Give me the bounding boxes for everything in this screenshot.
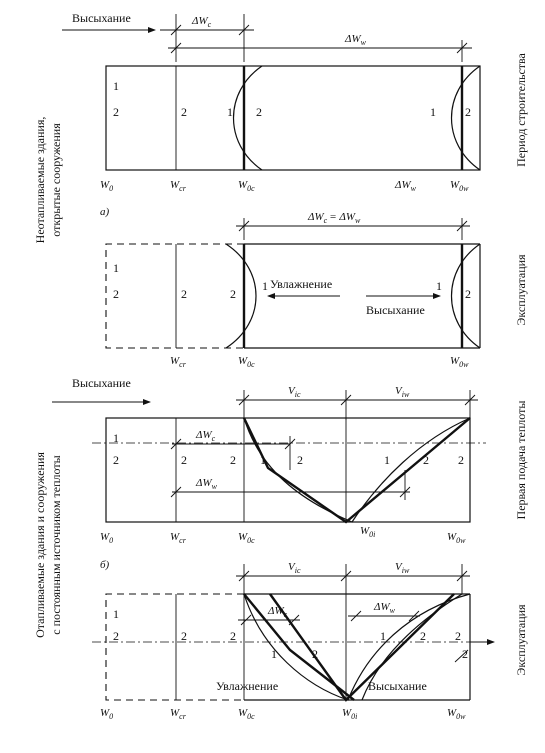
svg-text:2: 2 bbox=[181, 105, 187, 119]
svg-text:1: 1 bbox=[227, 105, 233, 119]
side-label-first-heat-supply: Первая подача теплоты bbox=[514, 400, 528, 520]
svg-text:W0c: $W_{0c}$ bbox=[238, 355, 255, 369]
side-label-operation-b: Эксплуатация bbox=[514, 604, 528, 676]
svg-text:2: 2 bbox=[113, 629, 119, 643]
svg-text:W0w: $W_{0w}$ bbox=[447, 707, 466, 721]
part-b-label: б) bbox=[100, 559, 110, 571]
side-label-unheated-1: Неотапливаемые здания, bbox=[33, 116, 47, 244]
side-label-construction-period: Период строительства bbox=[514, 53, 528, 167]
svg-text:1: 1 bbox=[384, 453, 390, 467]
side-label-unheated-2: открытые сооружения bbox=[49, 123, 63, 237]
svg-text:W0: $W_0$ bbox=[100, 707, 114, 721]
svg-text:1: 1 bbox=[113, 79, 119, 93]
svg-text:Vic: $V_{ic}$ bbox=[288, 561, 301, 575]
svg-text:1: 1 bbox=[436, 279, 442, 293]
svg-text:2: 2 bbox=[256, 105, 262, 119]
drying-label-a: Высыхание bbox=[366, 303, 425, 317]
svg-text:2: 2 bbox=[423, 453, 429, 467]
svg-text:W0c: $W_{0c}$ bbox=[238, 179, 255, 193]
drying-label-top: Высыхание bbox=[72, 11, 131, 25]
panel-first-heat-supply bbox=[52, 376, 486, 545]
frame-first-heat bbox=[106, 418, 470, 522]
svg-text:ΔWc: $\Delta W_c$ bbox=[268, 605, 288, 619]
svg-text:2: 2 bbox=[465, 287, 471, 301]
svg-text:W0c: $W_{0c}$ bbox=[238, 707, 255, 721]
drying-label-mid: Высыхание bbox=[72, 376, 131, 390]
svg-text:W0i: $W_{0i}$ bbox=[360, 525, 376, 539]
svg-text:W0c: $W_{0c}$ bbox=[238, 531, 255, 545]
svg-text:1: 1 bbox=[260, 453, 266, 467]
svg-text:2: 2 bbox=[230, 287, 236, 301]
svg-text:W0w: $W_{0w}$ bbox=[450, 355, 469, 369]
svg-text:ΔWw: $\Delta W_w$ bbox=[196, 477, 217, 491]
svg-text:ΔWc: $\Delta W_c$ bbox=[196, 429, 216, 443]
svg-text:2: 2 bbox=[312, 647, 318, 661]
svg-text:2: 2 bbox=[113, 105, 119, 119]
svg-text:Viw: $V_{iw}$ bbox=[395, 385, 410, 399]
svg-text:Wcr: $W_{cr}$ bbox=[170, 707, 186, 721]
wetting-label-a: Увлажнение bbox=[270, 277, 333, 291]
svg-text:ΔWw: $\Delta W_w$ bbox=[374, 601, 395, 615]
svg-text:2: 2 bbox=[181, 287, 187, 301]
dWc-eq-dWw-label: $\Delta W_c = \Delta W_w$ bbox=[308, 211, 361, 225]
svg-text:1: 1 bbox=[380, 629, 386, 643]
svg-text:1: 1 bbox=[113, 431, 119, 445]
dWc-label-top: $\Delta W_c$ bbox=[192, 15, 212, 29]
svg-text:W0i: $W_{0i}$ bbox=[342, 707, 358, 721]
svg-text:2: 2 bbox=[297, 453, 303, 467]
drying-label-b: Высыхание bbox=[368, 679, 427, 693]
svg-text:2: 2 bbox=[113, 287, 119, 301]
side-label-operation-a: Эксплуатация bbox=[514, 254, 528, 326]
svg-text:2: 2 bbox=[181, 453, 187, 467]
panel-operation-heated bbox=[92, 559, 494, 721]
svg-text:Vic: $V_{ic}$ bbox=[288, 385, 301, 399]
svg-text:Viw: $V_{iw}$ bbox=[395, 561, 410, 575]
svg-text:1: 1 bbox=[113, 261, 119, 275]
svg-text:2: 2 bbox=[113, 453, 119, 467]
svg-text:1: 1 bbox=[271, 647, 277, 661]
svg-text:2: 2 bbox=[465, 105, 471, 119]
side-label-heated-2: с постоянным источником теплоты bbox=[49, 455, 63, 635]
panel-construction-unheated bbox=[62, 11, 480, 193]
svg-text:W0w: $W_{0w}$ bbox=[447, 531, 466, 545]
dWw-label-top: $\Delta W_w$ bbox=[345, 33, 366, 47]
svg-text:2: 2 bbox=[181, 629, 187, 643]
svg-text:W0: $W_0$ bbox=[100, 531, 114, 545]
svg-text:W0w: $W_{0w}$ bbox=[450, 179, 469, 193]
svg-text:1: 1 bbox=[113, 607, 119, 621]
part-a-label: а) bbox=[100, 206, 110, 218]
svg-text:2: 2 bbox=[458, 453, 464, 467]
wetting-label-b: Увлажнение bbox=[216, 679, 279, 693]
svg-text:Wcr: $W_{cr}$ bbox=[170, 355, 186, 369]
svg-text:2: 2 bbox=[462, 647, 468, 661]
svg-text:2: 2 bbox=[230, 453, 236, 467]
svg-text:2: 2 bbox=[230, 629, 236, 643]
svg-text:ΔWw: $\Delta W_w$ bbox=[395, 179, 416, 193]
side-label-heated-1: Отапливаемые здания и сооружения bbox=[33, 452, 47, 638]
svg-text:2: 2 bbox=[420, 629, 426, 643]
svg-text:1: 1 bbox=[430, 105, 436, 119]
svg-text:2: 2 bbox=[455, 629, 461, 643]
svg-text:W0: $W_0$ bbox=[100, 179, 114, 193]
svg-text:1: 1 bbox=[262, 279, 268, 293]
svg-text:Wcr: $W_{cr}$ bbox=[170, 531, 186, 545]
frame-construction bbox=[106, 66, 480, 170]
panel-operation-unheated bbox=[100, 206, 480, 369]
svg-text:Wcr: $W_{cr}$ bbox=[170, 179, 186, 193]
